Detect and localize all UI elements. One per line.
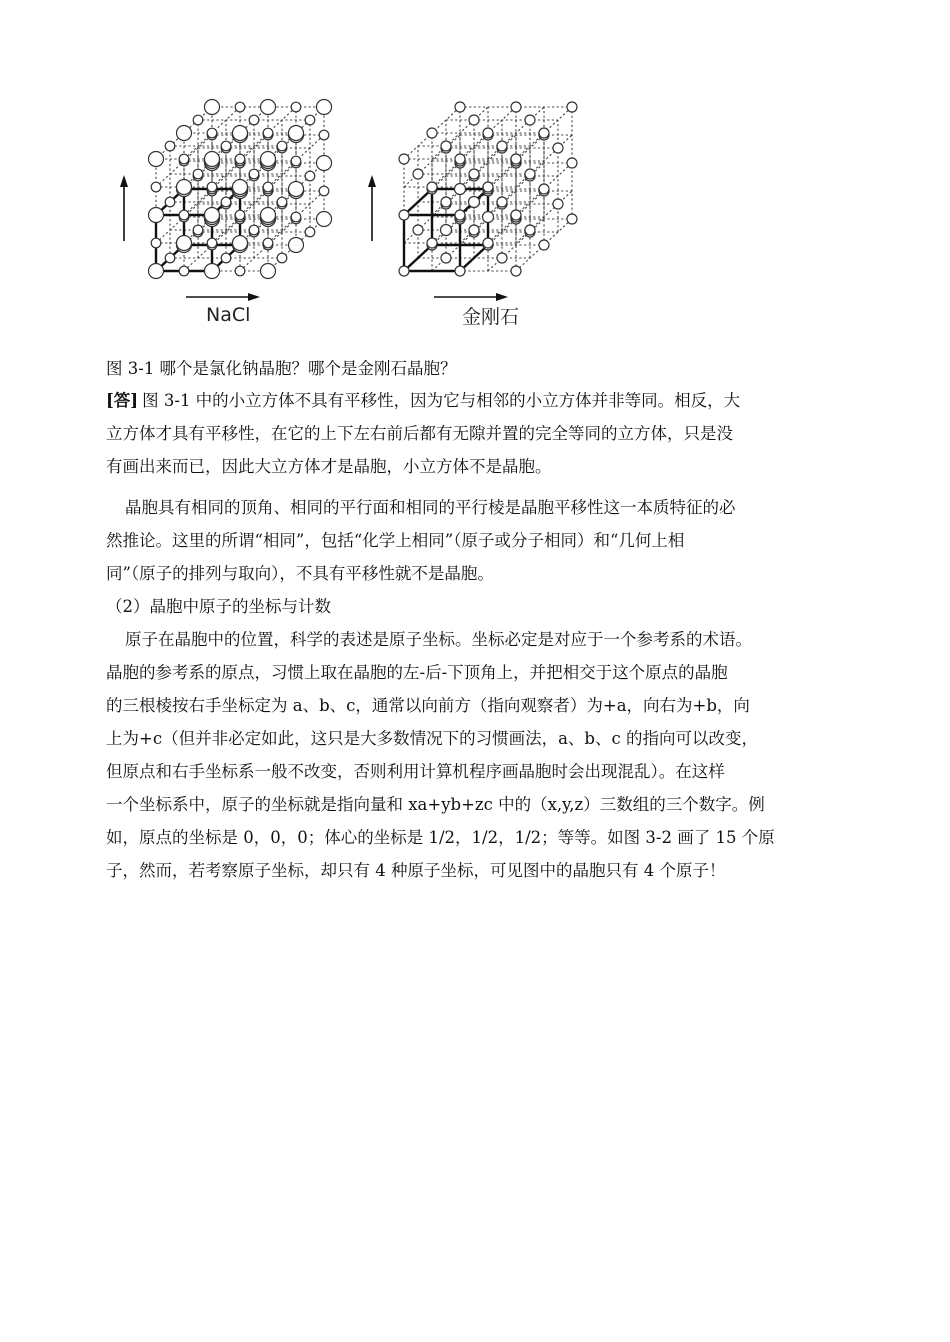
atom (149, 264, 164, 279)
atom (455, 210, 465, 220)
atom (483, 128, 493, 138)
atom (291, 212, 301, 222)
crystal-figure (106, 96, 626, 341)
atom (165, 141, 175, 151)
atom (427, 128, 437, 138)
paragraph-line: 子，然而，若考察原子坐标，却只有 4 种原子坐标，可见图中的晶胞只有 4 个原子！ (106, 861, 726, 880)
answer-text: 图 3-1 中的小立方体不具有平移性，因为它与相邻的小立方体并非等同。相反，大 (142, 391, 741, 410)
atom (207, 128, 217, 138)
atom (483, 182, 493, 192)
atom (441, 225, 452, 236)
paragraph-line: 一个坐标系中，原子的坐标就是指向量和 xa+yb+zc 中的（x,y,z）三数组的三个数字。例 (106, 795, 765, 814)
atom (277, 141, 287, 151)
atom (511, 266, 521, 276)
atom (413, 225, 423, 235)
atom (289, 182, 304, 197)
atom (525, 115, 535, 125)
atom (177, 236, 192, 251)
atom (151, 182, 161, 192)
arrow-head-icon (368, 175, 376, 187)
atom (221, 253, 231, 263)
atom (261, 208, 276, 223)
atom (205, 100, 220, 115)
atom (235, 102, 245, 112)
atom (305, 227, 315, 237)
document-body (106, 352, 851, 887)
paragraph-line: 晶胞具有相同的顶角、相同的平行面和相同的平行棱是晶胞平移性这一本质特征的必 (125, 498, 736, 517)
arrow-head-icon (496, 293, 508, 301)
atom (469, 169, 479, 179)
atom (567, 102, 577, 112)
atom (469, 225, 479, 235)
answer-line (106, 384, 851, 417)
atom (469, 197, 480, 208)
atom (179, 210, 189, 220)
atom (399, 154, 409, 164)
atom (193, 225, 203, 235)
answer-tag: [答] (106, 391, 139, 410)
answer-line: 立方体才具有平移性，在它的上下左右前后都有无隙并置的完全等同的立方体，只是没 (106, 424, 733, 443)
atom (165, 253, 175, 263)
atom (317, 100, 332, 115)
atom (441, 197, 451, 207)
atom (469, 115, 479, 125)
atom (205, 208, 220, 223)
atom (455, 184, 466, 195)
answer-line: 有画出来而已，因此大立方体才是晶胞，小立方体不是晶胞。 (106, 457, 552, 476)
atom (539, 128, 549, 138)
paragraph-line: 原子在晶胞中的位置，科学的表述是原子坐标。坐标必定是对应于一个参考系的术语。 (125, 630, 752, 649)
atom (179, 266, 189, 276)
atom (567, 158, 577, 168)
atom (261, 264, 276, 279)
atom (305, 115, 315, 125)
paragraph-line: 同”（原子的排列与取向），不具有平移性就不是晶胞。 (106, 564, 494, 583)
atom (289, 126, 304, 141)
atom (539, 240, 549, 250)
atom (525, 169, 535, 179)
atom (205, 264, 220, 279)
atom (441, 253, 451, 263)
atom (193, 115, 203, 125)
section-title: （2）晶胞中原子的坐标与计数 (106, 597, 331, 616)
atom (277, 197, 287, 207)
atom (207, 182, 217, 192)
atom (277, 253, 287, 263)
atom (263, 238, 273, 248)
atom (497, 141, 507, 151)
atom (261, 100, 276, 115)
atom (553, 199, 563, 209)
atom (233, 180, 248, 195)
atom (455, 102, 465, 112)
atom (399, 210, 409, 220)
atom (441, 141, 451, 151)
nacl-lattice (120, 100, 332, 302)
atom (205, 152, 220, 167)
atom (567, 214, 577, 224)
arrow-head-icon (248, 293, 260, 301)
atom (483, 238, 493, 248)
atom (165, 197, 175, 207)
atom (233, 236, 248, 251)
paragraph-line: 然推论。这里的所谓“相同”，包括“化学上相同”（原子或分子相同）和“几何上相 (106, 531, 685, 550)
atom (291, 102, 301, 112)
nacl-label: NaCl (206, 304, 251, 326)
arrow-head-icon (120, 175, 128, 187)
crystal-diagram (106, 96, 626, 341)
atom (291, 156, 301, 166)
atom (483, 212, 494, 223)
atom (305, 171, 315, 181)
figure-caption: 图 3-1 哪个是氯化钠晶胞？哪个是金刚石晶胞？ (106, 359, 457, 378)
atom (317, 156, 332, 171)
atom (149, 208, 164, 223)
atom (511, 210, 521, 220)
diamond-label: 金刚石 (462, 306, 520, 328)
atom (427, 182, 437, 192)
atom (249, 225, 259, 235)
atom (455, 266, 465, 276)
atom (553, 143, 563, 153)
atom (193, 169, 203, 179)
atom (497, 253, 507, 263)
atom (221, 141, 231, 151)
atom (399, 266, 409, 276)
paragraph-line: 如，原点的坐标是 0，0，0；体心的坐标是 1/2，1/2，1/2；等等。如图 3-2 画了 15 个原 (106, 828, 775, 847)
atom (149, 152, 164, 167)
atom (261, 152, 276, 167)
atom (263, 128, 273, 138)
atom (177, 126, 192, 141)
atom (413, 169, 423, 179)
atom (179, 154, 189, 164)
atom (289, 238, 304, 253)
atom (497, 197, 507, 207)
atom (455, 154, 465, 164)
atom (235, 210, 245, 220)
atom (511, 154, 521, 164)
atom (235, 266, 245, 276)
diamond-lattice (368, 102, 577, 301)
atom (319, 130, 329, 140)
atom (177, 180, 192, 195)
atom (511, 102, 521, 112)
atom (207, 238, 217, 248)
paragraph-line: 的三根棱按右手坐标定为 a、b、c，通常以向前方（指向观察者）为+a，向右为+b，向 (106, 696, 750, 715)
atom (317, 212, 332, 227)
atom (249, 115, 259, 125)
atom (221, 197, 231, 207)
atom (249, 169, 259, 179)
atom (151, 238, 161, 248)
atom (539, 184, 549, 194)
atom (233, 126, 248, 141)
atom (235, 154, 245, 164)
paragraph-line: 但原点和右手坐标系一般不改变，否则利用计算机程序画晶胞时会出现混乱）。在这样 (106, 762, 725, 781)
atom (525, 225, 535, 235)
paragraph-line: 晶胞的参考系的原点，习惯上取在晶胞的左-后-下顶角上，并把相交于这个原点的晶胞 (106, 663, 728, 682)
paragraph-line: 上为+c（但并非必定如此，这只是大多数情况下的习惯画法，a、b、c 的指向可以改变， (106, 729, 758, 748)
atom (319, 186, 329, 196)
atom (427, 238, 437, 248)
atom (263, 182, 273, 192)
